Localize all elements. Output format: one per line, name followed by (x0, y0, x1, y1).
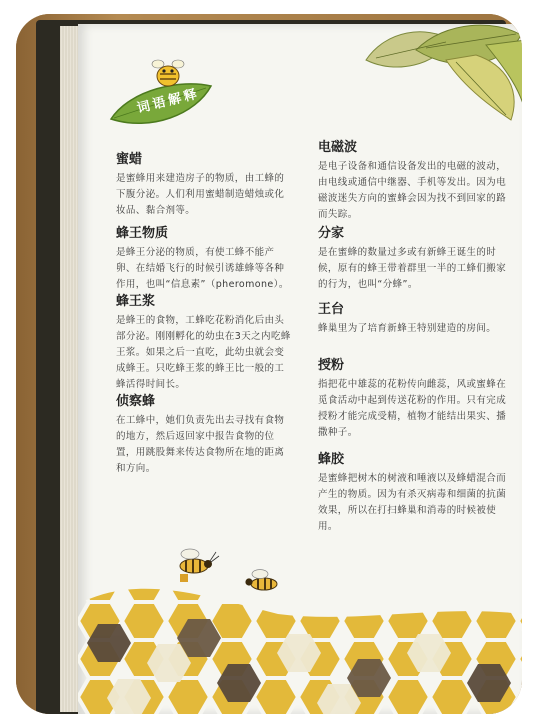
entry-definition: 是蜜蜂用来建造房子的物质，由工蜂的下腹分泌。人们利用蜜蜡制造蜡烛或化妆品、黏合剂等。 (116, 173, 285, 216)
entry-definition: 是蜂王的食物，工蜂吃花粉消化后由头部分泌。刚刚孵化的幼虫在3天之内吃蜂王浆。如果之后一直吃，此幼虫就会变成蜂王。只吃蜂王浆的蜂王比一般的工蜂活得时间长。 (116, 315, 291, 390)
entry-term: 侦察蜂 (116, 394, 156, 409)
entry-term: 授粉 (318, 358, 345, 373)
glossary-entry (116, 390, 294, 477)
entry-term: 蜜蜡 (116, 152, 143, 167)
entry-definition: 指把花中雄蕊的花粉传向雌蕊，风或蜜蜂在觅食活动中起到传送花粉的作用。只有完成授粉才能完成受精，植物才能结出果实、播撒种子。 (318, 379, 507, 438)
entry-term: 分家 (318, 226, 345, 241)
entry-term: 王台 (318, 302, 345, 317)
glossary-title: 词语解释 (135, 86, 202, 117)
bee-mascot-icon (150, 56, 186, 90)
glossary-entry (318, 448, 510, 535)
entry-definition: 是电子设备和通信设备发出的电磁的波动，由电线或通信中继器、手机等发出。因为电磁波迷失方向的蜜蜂会因为找不到回家的路而失踪。 (318, 161, 507, 220)
glossary-entry (318, 298, 510, 337)
glossary-entry (318, 354, 510, 441)
entry-term: 蜂王物质 (116, 226, 169, 241)
entry-term: 蜂胶 (318, 452, 345, 467)
entry-definition: 是蜂王分泌的物质，有使工蜂不能产卵、在结婚飞行的时候引诱雄蜂等各种作用，也叫“信息素”（pheromone）。 (116, 247, 289, 290)
book-photo (16, 14, 522, 714)
leaves-illustration (356, 20, 522, 130)
glossary-entry (318, 136, 510, 223)
honeycomb-illustration (78, 564, 522, 714)
entry-term: 电磁波 (318, 140, 358, 155)
glossary-entry (318, 222, 510, 293)
glossary-entry (116, 222, 294, 293)
entry-definition: 是在蜜蜂的数量过多或有新蜂王诞生的时候，原有的蜂王带着群里一半的工蜂们搬家的行为，也叫“分蜂”。 (318, 247, 507, 290)
entry-term: 蜂王浆 (116, 294, 156, 309)
entry-definition: 在工蜂中，她们负责先出去寻找有食物的地方，然后返回家中报告食物的位置，用跳股舞来传达食物所在地的距离和方向。 (116, 415, 285, 474)
glossary-entry (116, 148, 294, 219)
entry-definition: 蜂巢里为了培育新蜂王特别建造的房间。 (318, 323, 497, 334)
glossary-entry (116, 290, 294, 393)
entry-definition: 是蜜蜂把树木的树液和唾液以及蜂蜡混合而产生的物质。因为有杀灭病毒和细菌的抗菌效果，所以在打扫蜂巢和消毒的时候被使用。 (318, 473, 507, 532)
book-page (78, 24, 522, 714)
